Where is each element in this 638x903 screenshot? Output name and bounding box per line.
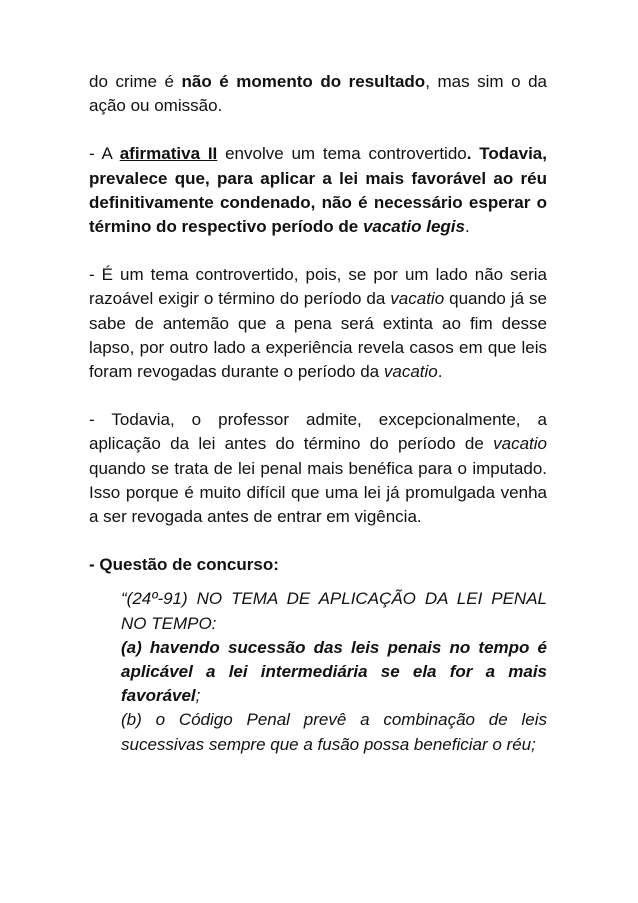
p2-text-2: envolve um tema controvertido bbox=[217, 144, 467, 164]
quote-option-b: (b) o Código Penal prevê a combinação de leis sucessivas sempre que a fusão possa beneficiar o réu; bbox=[121, 710, 547, 754]
spacer bbox=[89, 384, 547, 408]
p4-text-1: - Todavia, o professor admite, excepcionalmente, a aplicação da lei antes do término do período de bbox=[89, 410, 547, 454]
p3-text-1: - É um tema controvertido, pois, se por um lado não seria razoável exigir o término do período da bbox=[89, 265, 547, 309]
p1-bold-1: não é momento do resultado bbox=[181, 72, 426, 91]
option-a-bold: (a) havendo sucessão das leis penais no tempo é aplicável a lei intermediária se ela for a mais favorável bbox=[121, 637, 547, 706]
p4-text-2: quando se trata de lei penal mais benéfica para o imputado. Isso porque é muito difícil que uma lei já promulgada venha a ser revogada antes de entrar em vigência. bbox=[89, 458, 547, 527]
option-a-end: ; bbox=[195, 686, 201, 706]
p2-bold-underline: afirmativa II bbox=[119, 144, 218, 164]
p1-text-1: do crime é bbox=[89, 72, 182, 91]
paragraph-2 bbox=[89, 142, 547, 239]
p3-italic-1: vacatio bbox=[390, 289, 445, 309]
spacer bbox=[89, 529, 547, 553]
p2-bold-italic: vacatio legis bbox=[362, 217, 465, 237]
section-heading bbox=[89, 553, 547, 577]
p3-text-3: . bbox=[437, 362, 443, 382]
heading-text: - Questão de concurso: bbox=[89, 555, 279, 575]
p2-text-1: - A bbox=[89, 144, 120, 164]
paragraph-1 bbox=[89, 70, 547, 118]
p2-bold-1: . Todavia, prevalece que, para aplicar a lei mais favorável ao réu definitivamente condenado, não é necessário esperar o término do respectivo período de bbox=[89, 144, 547, 237]
spacer bbox=[89, 239, 547, 263]
p2-text-3: . bbox=[465, 217, 470, 237]
p3-italic-2: vacatio bbox=[383, 362, 438, 382]
p4-italic-1: vacatio bbox=[493, 434, 547, 454]
exam-question-quote bbox=[121, 587, 547, 756]
paragraph-3 bbox=[89, 263, 547, 384]
quote-option-a bbox=[121, 636, 547, 709]
p3-text-2: quando já se sabe de antemão que a pena será extinta ao fim desse lapso, por outro lado a experiência revela casos em que leis foram revogadas durante o período da bbox=[89, 289, 547, 382]
p1-text-2: , mas sim o da ação ou omissão. bbox=[89, 72, 547, 116]
paragraph-4 bbox=[89, 408, 547, 529]
quote-intro: “(24º-91) NO TEMA DE APLICAÇÃO DA LEI PENAL NO TEMPO: bbox=[121, 589, 547, 633]
spacer bbox=[89, 118, 547, 142]
document-page bbox=[89, 70, 547, 757]
